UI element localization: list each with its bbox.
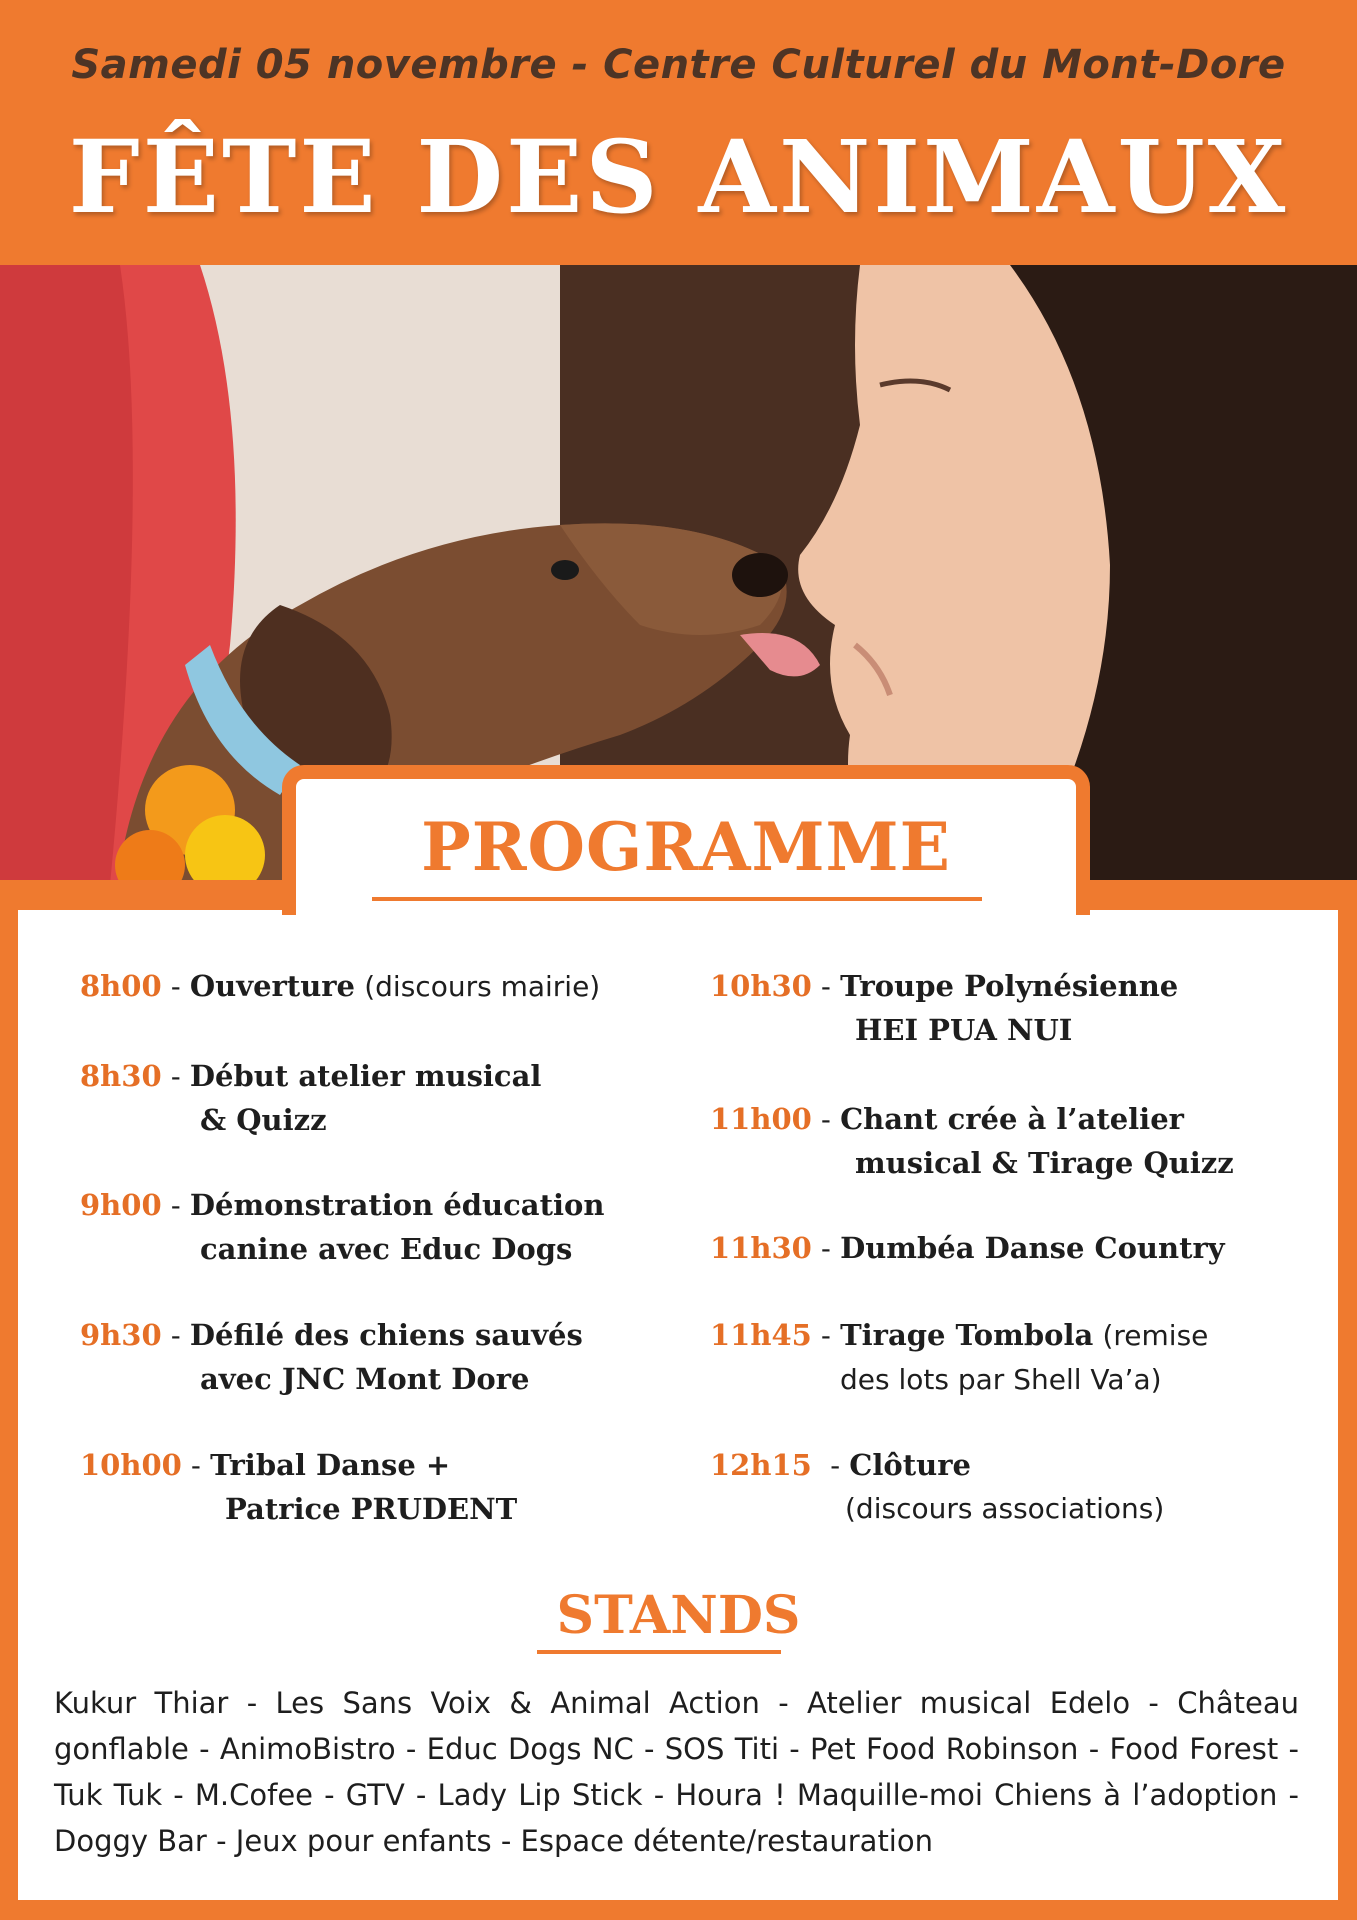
item-activity-line2: musical & Tirage Quizz	[855, 1146, 1234, 1180]
item-activity-line2: & Quizz	[200, 1103, 327, 1137]
item-time: 10h30	[710, 969, 812, 1003]
item-activity-line2: canine avec Educ Dogs	[200, 1232, 573, 1266]
item-activity: Troupe Polynésienne	[840, 969, 1179, 1003]
item-activity: Clôture	[849, 1448, 971, 1482]
item-time: 11h00	[710, 1102, 812, 1136]
item-activity: Début atelier musical	[189, 1059, 542, 1093]
item-activity: Tribal Danse +	[210, 1448, 451, 1482]
item-time: 11h30	[710, 1231, 812, 1265]
item-activity-line2: HEI PUA NUI	[855, 1013, 1073, 1047]
item-activity: Tirage Tombola	[840, 1318, 1094, 1352]
item-time: 8h00	[80, 969, 162, 1003]
item-time: 9h30	[80, 1318, 162, 1352]
programme-item: 12h15 - Clôture (discours associations)	[710, 1443, 1164, 1531]
programme-item: 11h45 - Tirage Tombola (remise des lots par Shell Va’a)	[710, 1313, 1208, 1402]
programme-item: 9h30 - Défilé des chiens sauvés avec JNC Mont Dore	[80, 1313, 583, 1401]
item-note-line2: des lots par Shell Va’a)	[840, 1363, 1162, 1396]
item-activity-line2: Patrice PRUDENT	[225, 1492, 518, 1526]
event-date-location: Samedi 05 novembre - Centre Culturel du Mont-Dore	[71, 42, 1286, 88]
item-activity-line2: avec JNC Mont Dore	[200, 1362, 530, 1396]
programme-item: 11h30 - Dumbéa Danse Country	[710, 1231, 1225, 1265]
item-time: 11h45	[710, 1318, 812, 1352]
programme-item: 10h30 - Troupe Polynésienne HEI PUA NUI	[710, 964, 1178, 1052]
item-note-line2: (discours associations)	[845, 1492, 1165, 1525]
item-note: (discours mairie)	[364, 970, 601, 1003]
stands-underline	[537, 1650, 781, 1654]
programme-item: 10h00 - Tribal Danse + Patrice PRUDENT	[80, 1443, 517, 1531]
item-time: 10h00	[80, 1448, 182, 1482]
item-activity: Démonstration éducation	[189, 1188, 605, 1222]
programme-underline	[372, 897, 982, 901]
programme-tab-fill	[296, 890, 1076, 930]
item-activity: Ouverture	[189, 969, 356, 1003]
programme-item: 9h00 - Démonstration éducation canine avec Educ Dogs	[80, 1183, 604, 1271]
item-activity: Chant crée à l’atelier	[840, 1102, 1184, 1136]
poster-header	[0, 0, 1357, 265]
item-activity: Défilé des chiens sauvés	[189, 1318, 583, 1352]
item-activity: Dumbéa Danse Country	[840, 1231, 1225, 1265]
stands-list: Kukur Thiar - Les Sans Voix & Animal Action - Atelier musical Edelo - Château gonflable - AnimoBistro - Educ Dogs NC - SOS Titi - Pet Food Robinson - Food Forest - Tuk Tuk - M.Cofee - GTV - Lady Lip Stick - Houra ! Maquille-moi Chiens à l’adoption - Doggy Bar - Jeux pour enfants - Espace détente/restauration	[54, 1686, 1299, 1858]
programme-item: 8h00 - Ouverture (discours mairie)	[80, 969, 601, 1003]
programme-title: PROGRAMME	[421, 808, 951, 886]
item-time: 9h00	[80, 1188, 162, 1222]
item-time: 8h30	[80, 1059, 162, 1093]
programme-item: 8h30 - Début atelier musical & Quizz	[80, 1054, 541, 1142]
event-title: FÊTE DES ANIMAUX	[68, 118, 1289, 236]
programme-item: 11h00 - Chant crée à l’atelier musical & Tirage Quizz	[710, 1097, 1234, 1185]
stands-title: STANDS	[556, 1585, 801, 1646]
item-note: (remise	[1102, 1319, 1209, 1352]
item-time: 12h15	[710, 1448, 812, 1482]
